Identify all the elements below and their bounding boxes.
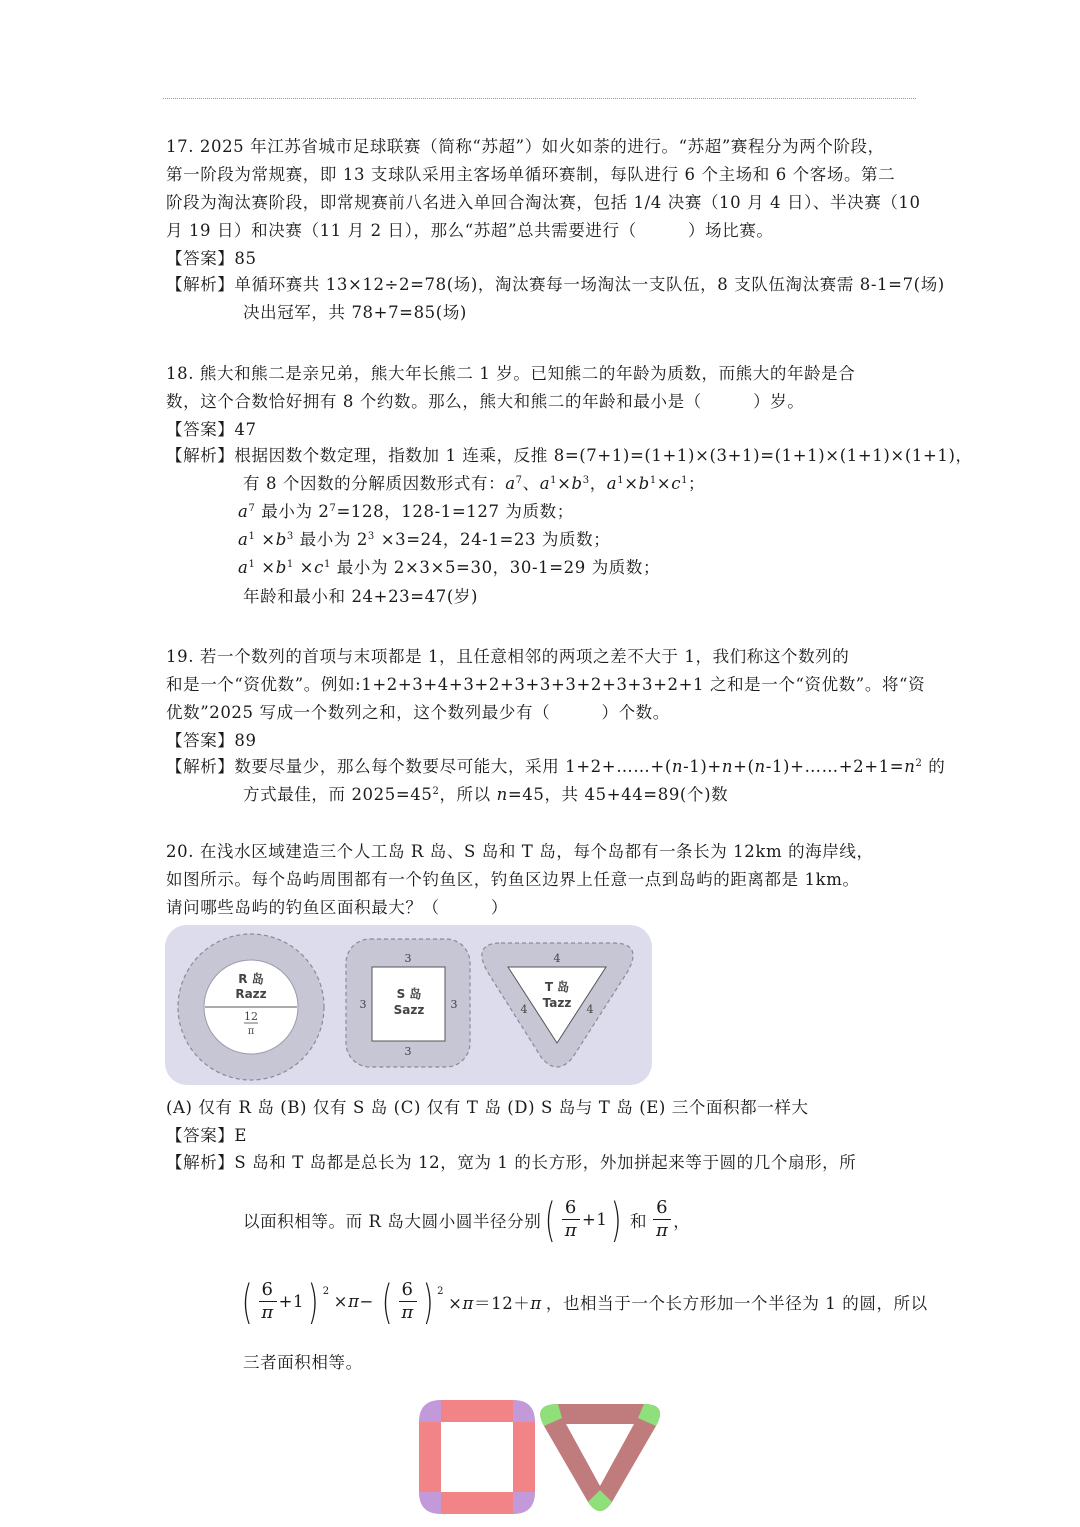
q19-answer: 【答案】89 bbox=[166, 731, 257, 750]
corner-sector bbox=[419, 1400, 441, 1422]
s-side-left: 3 bbox=[359, 998, 367, 1011]
t-english-name: Tazz bbox=[542, 996, 572, 1010]
q20-line-1: 20. 在浅水区域建造三个人工岛 R 岛、S 岛和 T 岛，每个岛都有一条长为 12km 的海岸线， bbox=[166, 842, 874, 861]
corner-sector bbox=[513, 1492, 535, 1514]
q19-line-2: 和是一个“资优数”。例如:1+2+3+4+3+2+3+3+3+2+3+3+2+1 之和是一个“资优数”。将“资 bbox=[166, 675, 926, 694]
r-frac-num: 12 bbox=[244, 1010, 258, 1023]
t-side-top: 4 bbox=[553, 952, 561, 965]
t-side-right: 4 bbox=[586, 1003, 594, 1016]
frac-six-over-pi: $\frac{6}{\pi}$ bbox=[562, 1197, 580, 1242]
header-rule bbox=[163, 98, 916, 99]
q20-explanation-1: 【解析】S 岛和 T 岛都是总长为 12，宽为 1 的长方形，外加拼起来等于圆的几个扇形，所 bbox=[166, 1153, 857, 1172]
q18-answer: 【答案】47 bbox=[166, 420, 257, 439]
area-decomposition-figure bbox=[416, 1398, 666, 1516]
q18-explanation-4: $a^1 \times b^3$ 最小为 $2^3 \times 3=24$，24-1=23 为质数； bbox=[238, 530, 611, 549]
r-frac-den: π bbox=[247, 1026, 255, 1037]
q20-line-3: 请问哪些岛屿的钓鱼区面积最大？（ ） bbox=[166, 898, 508, 917]
q17-explanation-2: 决出冠军，共 78+7=85(场) bbox=[243, 303, 467, 322]
t-name: T 岛 bbox=[544, 980, 570, 994]
t-side-left: 4 bbox=[520, 1003, 528, 1016]
q18-line-2: 数，这个合数恰好拥有 8 个约数。那么，熊大和熊二的年龄和最小是（ ）岁。 bbox=[166, 392, 805, 411]
q17-line-3: 阶段为淘汰赛阶段，即常规赛前八名进入单回合淘汰赛，包括 1/4 决赛（10 月 4 日）、半决赛（10 bbox=[166, 193, 921, 212]
q18-explanation-5: $a^1 \times b^1 \times c^1$ 最小为 2×3×5=30，30-1=29 为质数； bbox=[238, 558, 661, 577]
q19-explanation-2: 方式最佳，而 $2025=45^2$，所以 n=45，共 45+44=89(个)数 bbox=[243, 785, 729, 804]
q19-line-1: 19. 若一个数列的首项与末项都是 1，且任意相邻的两项之差不大于 1，我们称这个数列的 bbox=[166, 647, 850, 666]
q20-line-2: 如图所示。每个岛屿周围都有一个钓鱼区，钓鱼区边界上任意一点到岛屿的距离都是 1km。 bbox=[166, 870, 860, 889]
s-english-name: Sazz bbox=[393, 1003, 425, 1017]
q17-line-1: 17. 2025 年江苏省城市足球联赛（简称“苏超”）如火如荼的进行。“苏超”赛程分为两个阶段， bbox=[166, 137, 885, 156]
q17-answer: 【答案】85 bbox=[166, 249, 257, 268]
q20-options: (A) 仅有 R 岛 (B) 仅有 S 岛 (C) 仅有 T 岛 (D) S 岛与 T 岛 (E) 三个面积都一样大 bbox=[166, 1098, 809, 1117]
s-name: S 岛 bbox=[396, 987, 422, 1001]
square-island-hole bbox=[441, 1422, 513, 1492]
q17-explanation-1: 【解析】单循环赛共 13×12÷2=78(场)，淘汰赛每一场淘汰一支队伍，8 支队伍淘汰赛需 8-1=7(场) bbox=[166, 275, 945, 294]
q19-explanation-1: 【解析】数要尽量少，那么每个数要尽可能大，采用 $1+2+\dots\dots+(n-1)+n+(n-1)+\dots\dots+2+1=n^2$ 的 bbox=[166, 757, 946, 776]
islands-figure bbox=[165, 925, 652, 1085]
q20-answer: 【答案】E bbox=[166, 1126, 248, 1145]
frac-six-over-pi-2: $\frac{6}{\pi}$ bbox=[653, 1197, 671, 1242]
q18-explanation-1: 【解析】根据因数个数定理，指数加 1 连乘，反推 8=(7+1)=(1+1)×(3+1)=(1+1)×(1+1)×(1+1)， bbox=[166, 446, 973, 465]
r-english-name: Razz bbox=[235, 987, 267, 1001]
q18-explanation-6: 年龄和最小和 24+23=47(岁) bbox=[243, 587, 479, 606]
s-side-bottom: 3 bbox=[404, 1045, 412, 1058]
q20-explanation-4: 三者面积相等。 bbox=[243, 1353, 363, 1372]
r-name: R 岛 bbox=[238, 972, 264, 986]
s-side-top: 3 bbox=[404, 952, 412, 965]
corner-sector bbox=[513, 1400, 535, 1422]
q18-explanation-2: 有 8 个因数的分解质因数形式有：$a^7$、$a^1\times b^3$，$a^1\times b^1\times c^1$； bbox=[243, 474, 706, 493]
corner-sector bbox=[419, 1492, 441, 1514]
q18-explanation-3: $a^7$ 最小为 $2^7=128$，128-1=127 为质数； bbox=[238, 502, 574, 521]
s-side-right: 3 bbox=[450, 998, 458, 1011]
q18-line-1: 18. 熊大和熊二是亲兄弟，熊大年长熊二 1 岁。已知熊二的年龄为质数，而熊大的年龄是合 bbox=[166, 364, 856, 383]
q20-explanation-2: 以面积相等。而 R 岛大圆小圆半径分别 ( $\frac{6}{\pi}$ +1 ) 和 $\frac{6}{\pi}$ ， bbox=[243, 1192, 691, 1247]
q17-line-2: 第一阶段为常规赛，即 13 支球队采用主客场单循环赛制，每队进行 6 个主场和 6 个客场。第二 bbox=[166, 165, 896, 184]
q20-explanation-3: ( $\frac{6}{\pi}$ +1 ) $^2$ ×π− ( $\frac{6}{\pi}$ ) $^2$ ×π＝12＋π ，也相当于一个长方形加一个半径为 1 的圆，所以 bbox=[241, 1274, 928, 1329]
q17-line-4: 月 19 日）和决赛（11 月 2 日），那么“苏超”总共需要进行（ ）场比赛。 bbox=[166, 221, 774, 240]
q19-line-3: 优数”2025 写成一个数列之和，这个数列最少有（ ）个数。 bbox=[166, 703, 670, 722]
